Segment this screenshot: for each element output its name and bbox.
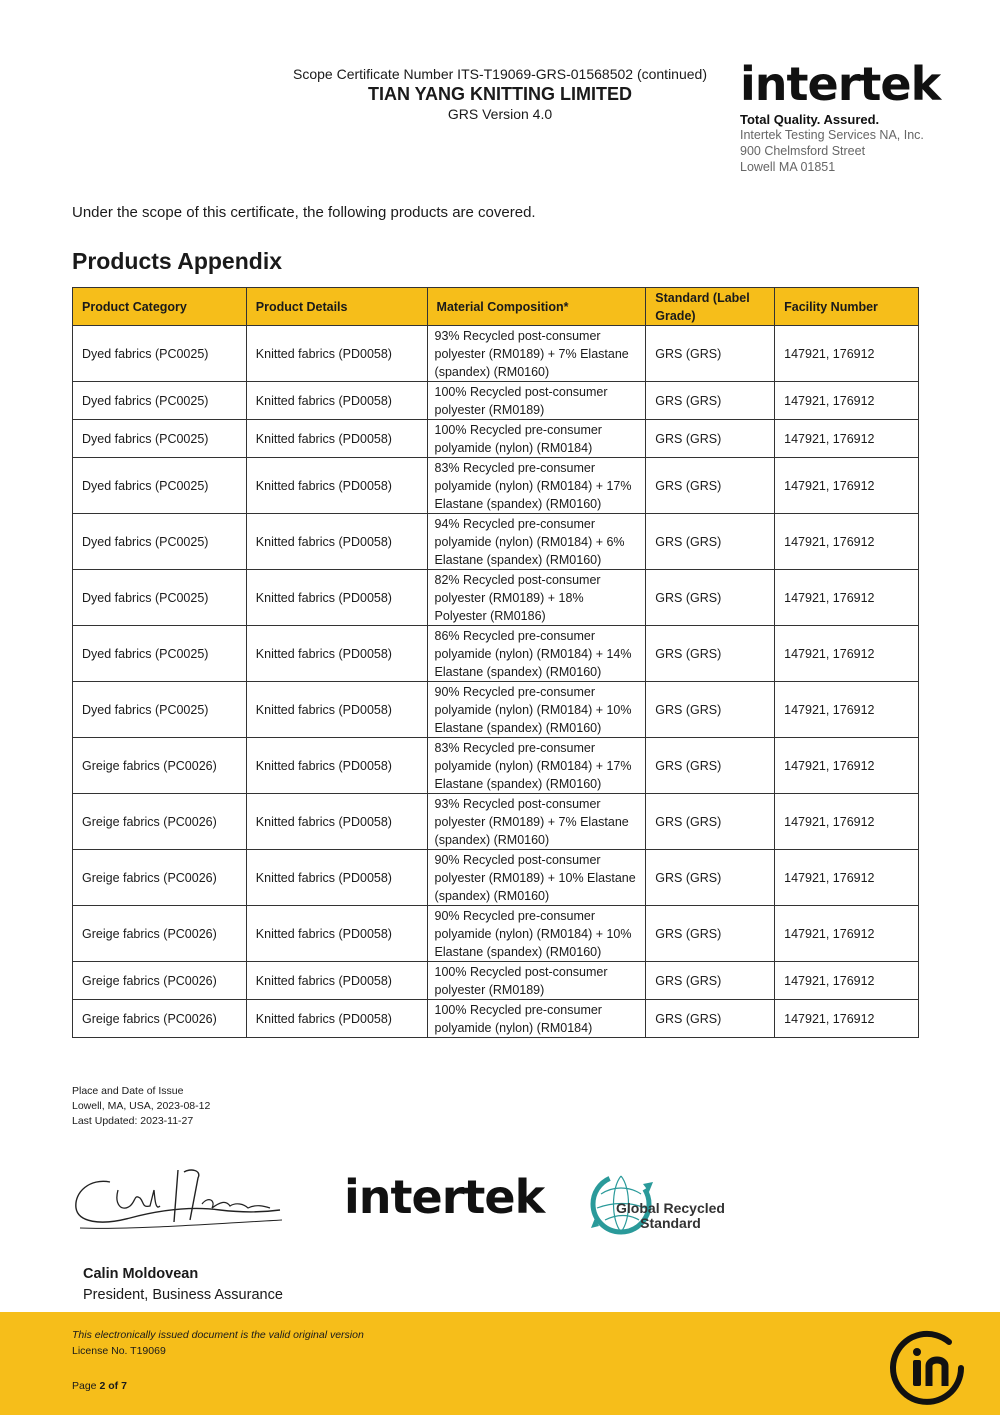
certificate-header — [250, 66, 750, 123]
cell-product-category: Dyed fabrics (PC0025) — [73, 420, 247, 458]
cell-standard: GRS (GRS) — [646, 626, 775, 682]
cell-product-details: Knitted fabrics (PD0058) — [246, 570, 427, 626]
cell-standard: GRS (GRS) — [646, 850, 775, 906]
page-of: of — [108, 1380, 119, 1392]
cell-facility-number: 147921, 176912 — [775, 420, 919, 458]
cell-facility-number: 147921, 176912 — [775, 458, 919, 514]
cell-product-category: Dyed fabrics (PC0025) — [73, 326, 247, 382]
cell-facility-number: 147921, 176912 — [775, 626, 919, 682]
cell-product-details: Knitted fabrics (PD0058) — [246, 382, 427, 420]
cell-product-details: Knitted fabrics (PD0058) — [246, 326, 427, 382]
page-indicator — [72, 1380, 127, 1392]
cell-product-details: Knitted fabrics (PD0058) — [246, 794, 427, 850]
header-material-composition: Material Composition* — [427, 288, 646, 326]
table-row — [73, 1000, 919, 1038]
cell-product-category: Greige fabrics (PC0026) — [73, 962, 247, 1000]
cell-product-details: Knitted fabrics (PD0058) — [246, 514, 427, 570]
cell-material-composition: 90% Recycled pre-consumer polyamide (nylon) (RM0184) + 10% Elastane (spandex) (RM0160) — [427, 682, 646, 738]
table-row — [73, 626, 919, 682]
issue-label: Place and Date of Issue — [72, 1085, 184, 1097]
table-row — [73, 458, 919, 514]
header-facility-number: Facility Number — [775, 288, 919, 326]
cell-product-category: Dyed fabrics (PC0025) — [73, 382, 247, 420]
cell-product-details: Knitted fabrics (PD0058) — [246, 420, 427, 458]
cell-product-details: Knitted fabrics (PD0058) — [246, 626, 427, 682]
cell-facility-number: 147921, 176912 — [775, 906, 919, 962]
cell-product-details: Knitted fabrics (PD0058) — [246, 1000, 427, 1038]
cell-standard: GRS (GRS) — [646, 682, 775, 738]
cell-standard: GRS (GRS) — [646, 906, 775, 962]
cell-material-composition: 94% Recycled pre-consumer polyamide (nylon) (RM0184) + 6% Elastane (spandex) (RM0160) — [427, 514, 646, 570]
signature-icon — [70, 1160, 285, 1240]
cell-facility-number: 147921, 176912 — [775, 382, 919, 420]
cell-standard: GRS (GRS) — [646, 514, 775, 570]
table-row — [73, 420, 919, 458]
cell-material-composition: 86% Recycled pre-consumer polyamide (nylon) (RM0184) + 14% Elastane (spandex) (RM0160) — [427, 626, 646, 682]
page-current: 2 — [99, 1380, 106, 1392]
products-table — [72, 287, 919, 1038]
intertek-logo-icon: intertek — [740, 57, 941, 111]
cell-standard: GRS (GRS) — [646, 458, 775, 514]
table-row — [73, 682, 919, 738]
cell-product-category: Greige fabrics (PC0026) — [73, 1000, 247, 1038]
cell-material-composition: 100% Recycled pre-consumer polyamide (nylon) (RM0184) — [427, 420, 646, 458]
last-updated: Last Updated: 2023-11-27 — [72, 1115, 194, 1127]
cell-product-details: Knitted fabrics (PD0058) — [246, 458, 427, 514]
table-row — [73, 570, 919, 626]
cell-product-details: Knitted fabrics (PD0058) — [246, 850, 427, 906]
table-row — [73, 794, 919, 850]
company-name: TIAN YANG KNITTING LIMITED — [367, 84, 632, 104]
signer-name: Calin Moldovean — [83, 1266, 199, 1282]
grs-logo-text — [608, 1201, 733, 1231]
cell-facility-number: 147921, 176912 — [775, 1000, 919, 1038]
cell-material-composition: 100% Recycled pre-consumer polyamide (nylon) (RM0184) — [427, 1000, 646, 1038]
cell-facility-number: 147921, 176912 — [775, 794, 919, 850]
cell-standard: GRS (GRS) — [646, 962, 775, 1000]
table-row — [73, 962, 919, 1000]
cell-material-composition: 83% Recycled pre-consumer polyamide (nylon) (RM0184) + 17% Elastane (spandex) (RM0160) — [427, 738, 646, 794]
page-total: 7 — [121, 1380, 127, 1392]
grs-logo-line1: Global Recycled — [616, 1200, 725, 1216]
license-number: License No. T19069 — [72, 1345, 166, 1357]
grs-logo-line2: Standard — [640, 1215, 701, 1231]
header-product-details: Product Details — [246, 288, 427, 326]
cell-standard: GRS (GRS) — [646, 738, 775, 794]
address-line-1: Intertek Testing Services NA, Inc. — [740, 128, 924, 142]
cell-product-details: Knitted fabrics (PD0058) — [246, 682, 427, 738]
intertek-in-badge-icon — [887, 1328, 967, 1408]
cell-material-composition: 90% Recycled pre-consumer polyamide (nylon) (RM0184) + 10% Elastane (spandex) (RM0160) — [427, 906, 646, 962]
cell-standard: GRS (GRS) — [646, 570, 775, 626]
intertek-footer-logo-icon: intertek — [344, 1170, 545, 1224]
grs-version: GRS Version 4.0 — [447, 106, 553, 122]
table-row — [73, 738, 919, 794]
cell-product-category: Dyed fabrics (PC0025) — [73, 570, 247, 626]
cell-product-details: Knitted fabrics (PD0058) — [246, 906, 427, 962]
issue-place-date: Lowell, MA, USA, 2023-08-12 — [72, 1100, 211, 1112]
section-title: Products Appendix — [72, 248, 282, 274]
table-row — [73, 514, 919, 570]
cell-facility-number: 147921, 176912 — [775, 850, 919, 906]
cell-facility-number: 147921, 176912 — [775, 962, 919, 1000]
cell-standard: GRS (GRS) — [646, 420, 775, 458]
cell-product-category: Dyed fabrics (PC0025) — [73, 514, 247, 570]
cell-material-composition: 83% Recycled pre-consumer polyamide (nylon) (RM0184) + 17% Elastane (spandex) (RM0160) — [427, 458, 646, 514]
cell-material-composition: 90% Recycled post-consumer polyester (RM0189) + 10% Elastane (spandex) (RM0160) — [427, 850, 646, 906]
issue-info — [72, 1084, 210, 1129]
cell-facility-number: 147921, 176912 — [775, 738, 919, 794]
cell-product-category: Dyed fabrics (PC0025) — [73, 626, 247, 682]
cell-product-category: Greige fabrics (PC0026) — [73, 794, 247, 850]
cell-product-category: Dyed fabrics (PC0025) — [73, 682, 247, 738]
footer-bar — [0, 1312, 1000, 1415]
intertek-header-logo — [740, 58, 980, 175]
cell-material-composition: 100% Recycled post-consumer polyester (RM0189) — [427, 382, 646, 420]
tagline: Total Quality. Assured. — [740, 112, 880, 127]
cell-material-composition: 93% Recycled post-consumer polyester (RM0189) + 7% Elastane (spandex) (RM0160) — [427, 794, 646, 850]
cell-facility-number: 147921, 176912 — [775, 570, 919, 626]
footer-note: This electronically issued document is the valid original version — [72, 1329, 364, 1341]
cell-material-composition: 100% Recycled post-consumer polyester (RM0189) — [427, 962, 646, 1000]
table-row — [73, 326, 919, 382]
table-row — [73, 850, 919, 906]
cell-product-category: Greige fabrics (PC0026) — [73, 906, 247, 962]
signer-title: President, Business Assurance — [83, 1287, 283, 1303]
page-prefix: Page — [72, 1380, 97, 1392]
cell-standard: GRS (GRS) — [646, 794, 775, 850]
cell-facility-number: 147921, 176912 — [775, 326, 919, 382]
certificate-number: Scope Certificate Number ITS-T19069-GRS-01568502 (continued) — [293, 66, 707, 82]
table-header-row — [73, 288, 919, 326]
address-line-2: 900 Chelmsford Street — [740, 144, 866, 158]
cell-product-details: Knitted fabrics (PD0058) — [246, 962, 427, 1000]
cell-product-category: Dyed fabrics (PC0025) — [73, 458, 247, 514]
cell-facility-number: 147921, 176912 — [775, 682, 919, 738]
cell-standard: GRS (GRS) — [646, 1000, 775, 1038]
cell-product-category: Greige fabrics (PC0026) — [73, 738, 247, 794]
header-standard: Standard (Label Grade) — [646, 288, 775, 326]
cell-product-category: Greige fabrics (PC0026) — [73, 850, 247, 906]
table-row — [73, 382, 919, 420]
address-line-3: Lowell MA 01851 — [740, 160, 836, 174]
cell-standard: GRS (GRS) — [646, 326, 775, 382]
intro-text: Under the scope of this certificate, the following products are covered. — [72, 204, 536, 221]
cell-material-composition: 82% Recycled post-consumer polyester (RM0189) + 18% Polyester (RM0186) — [427, 570, 646, 626]
header-product-category: Product Category — [73, 288, 247, 326]
cell-material-composition: 93% Recycled post-consumer polyester (RM0189) + 7% Elastane (spandex) (RM0160) — [427, 326, 646, 382]
cell-standard: GRS (GRS) — [646, 382, 775, 420]
cell-facility-number: 147921, 176912 — [775, 514, 919, 570]
signer-block — [83, 1264, 283, 1306]
table-row — [73, 906, 919, 962]
cell-product-details: Knitted fabrics (PD0058) — [246, 738, 427, 794]
